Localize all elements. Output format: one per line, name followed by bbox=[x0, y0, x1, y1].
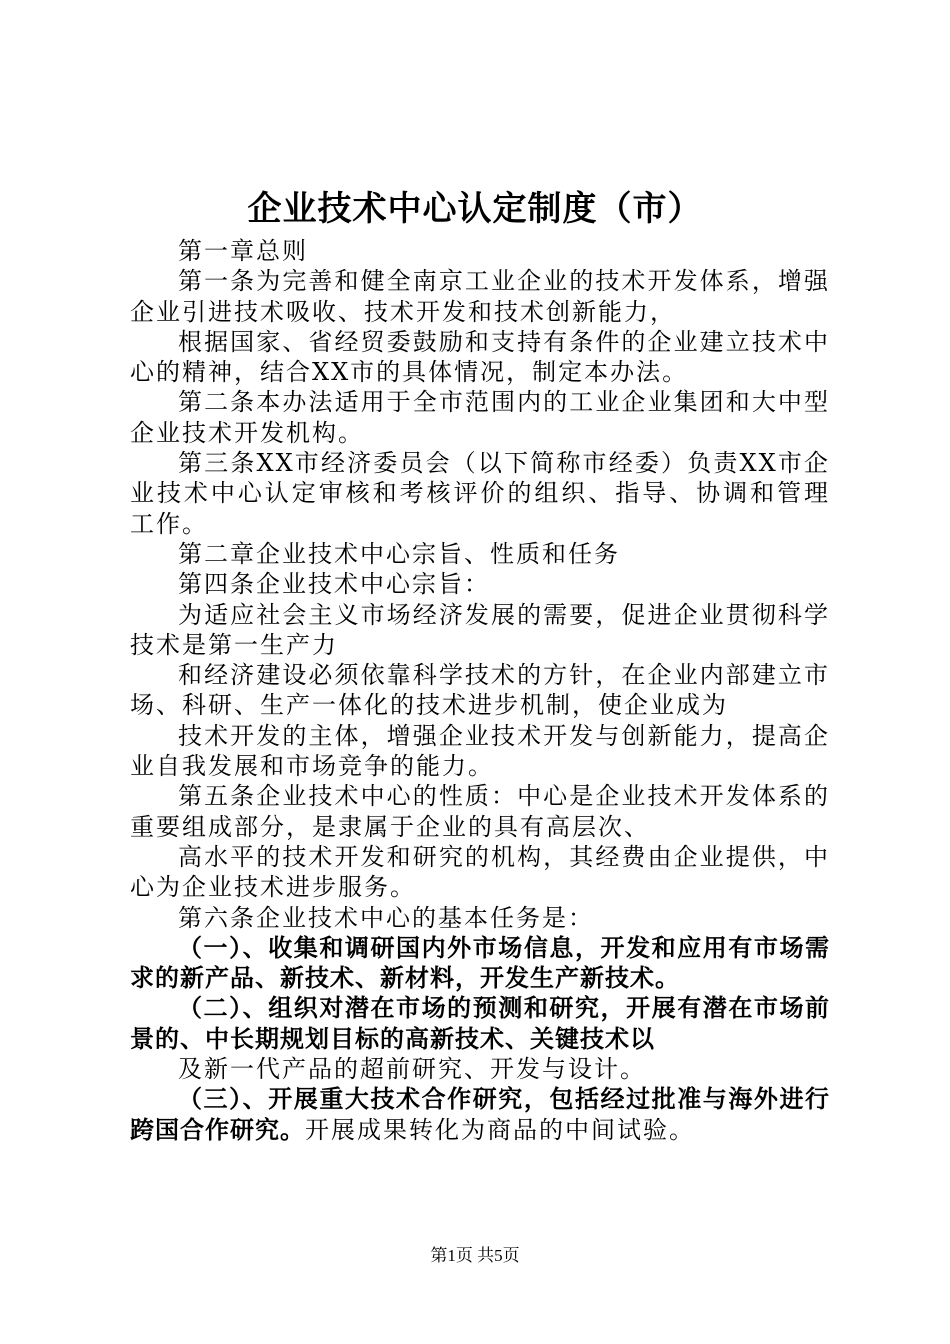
chapter-heading: 第一章总则 bbox=[178, 237, 308, 265]
paragraph: 第一条为完善和健全南京工业企业的技术开发体系，增强企业引进技术吸收、技术开发和技术创新能力， bbox=[130, 267, 830, 326]
paragraph: 根据国家、省经贸委鼓励和支持有条件的企业建立技术中心的精神，结合XX市的具体情况，制定本办法。 bbox=[130, 327, 830, 387]
document-body bbox=[130, 236, 830, 1145]
chapter-heading: 第二章企业技术中心宗旨、性质和任务 bbox=[178, 539, 620, 568]
paragraph: 第三条XX市经济委员会（以下简称市经委）负责XX市企业技术中心认定审核和考核评价的组织、指导、协调和管理工作。 bbox=[130, 449, 830, 538]
paragraph: 为适应社会主义市场经济发展的需要，促进企业贯彻科学技术是第一生产力 bbox=[130, 600, 830, 659]
task-item-3-bold: （三）、开展重大技术合作研究，包括经过批准与海外进行跨国合作研究。 bbox=[130, 1085, 830, 1144]
task-item-3-rest: 开展成果转化为商品的中间试验。 bbox=[305, 1115, 695, 1144]
paragraph: 第五条企业技术中心的性质：中心是企业技术开发体系的重要组成部分，是隶属于企业的具有高层次、 bbox=[130, 782, 830, 841]
paragraph: 第四条企业技术中心宗旨： bbox=[178, 570, 490, 599]
paragraph: 第二条本办法适用于全市范围内的工业企业集团和大中型企业技术开发机构。 bbox=[130, 388, 830, 447]
task-item-1: （一）、收集和调研国内外市场信息，开发和应用有市场需求的新产品、新技术、新材料，开发生产新技术。 bbox=[130, 933, 830, 993]
paragraph: 高水平的技术开发和研究的机构，其经费由企业提供，中心为企业技术进步服务。 bbox=[130, 842, 830, 902]
page-footer: 第1页 共5页 bbox=[430, 1246, 520, 1265]
task-item-3 bbox=[130, 1084, 830, 1145]
paragraph: 技术开发的主体，增强企业技术开发与创新能力，提高企业自我发展和市场竞争的能力。 bbox=[130, 721, 830, 781]
task-item-2: （二）、组织对潜在市场的预测和研究，开展有潜在市场前景的、中长期规划目标的高新技术、关键技术以 bbox=[130, 994, 830, 1053]
paragraph: 和经济建设必须依靠科学技术的方针，在企业内部建立市场、科研、生产一体化的技术进步机制，使企业成为 bbox=[130, 661, 830, 720]
paragraph: 及新一代产品的超前研究、开发与设计。 bbox=[178, 1055, 646, 1084]
paragraph: 第六条企业技术中心的基本任务是： bbox=[178, 903, 594, 932]
document-title: 企业技术中心认定制度（市） bbox=[247, 189, 703, 229]
